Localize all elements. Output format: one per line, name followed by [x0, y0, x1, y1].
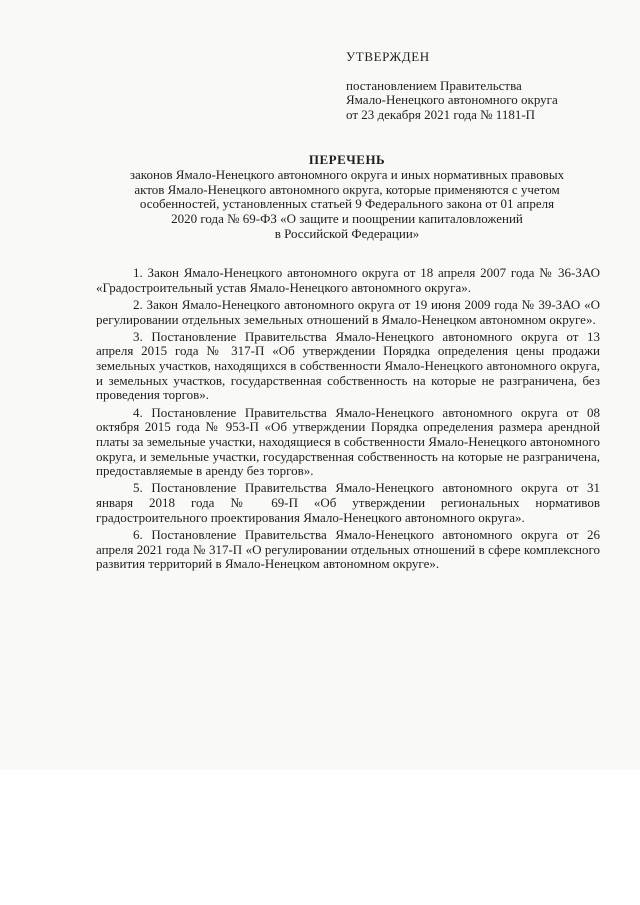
subtitle-line: законов Ямало-Ненецкого автономного округа и иных нормативных правовых — [129, 166, 565, 182]
list-item: 6. Постановление Правительства Ямало-Ненецкого автономного округа от 26 апреля 2021 года № 317-П «О регулировании отдельных отношений в сфере комплексного развития территорий в Ямало-Ненецком автономном округе». — [96, 526, 600, 572]
list-item: 2. Закон Ямало-Ненецкого автономного округа от 19 июня 2009 года № 39-ЗАО «О регулировании отдельных земельных отношений в Ямало-Ненецком автономном округе». — [96, 296, 600, 327]
subtitle-line: особенностей, установленных статьей 9 Федерального закона от 01 апреля — [139, 196, 555, 212]
approval-line: от 23 декабря 2021 года № 1181-П — [346, 106, 536, 122]
document-title-block — [100, 153, 594, 242]
approval-stamp — [346, 50, 558, 122]
subtitle-line: в Российской Федерации» — [274, 225, 420, 241]
list-item: 3. Постановление Правительства Ямало-Ненецкого автономного округа от 13 апреля 2015 года № 317-П «Об утверждении Порядка определения цены продажи земельных участков, находящихся в собственности Ямало-Ненецкого автономного округа, и земельных участков, государственная собственность на которые не разграничена, без проведения торгов». — [96, 328, 600, 403]
approval-line: Ямало-Ненецкого автономного округа — [346, 92, 558, 107]
list-item: 1. Закон Ямало-Ненецкого автономного округа от 18 апреля 2007 года № 36-ЗАО «Градостроительный устав Ямало-Ненецкого автономного округа». — [96, 265, 600, 295]
approval-heading: УТВЕРЖДЕН — [346, 49, 430, 64]
list-item: 5. Постановление Правительства Ямало-Ненецкого автономного округа от 31 января 2018 года № 69-П «Об утверждении региональных нормативов градостроительного проектирования Ямало-Ненецкого автономного округа». — [96, 480, 600, 525]
document-title: ПЕРЕЧЕНЬ — [308, 152, 386, 167]
list-item: 4. Постановление Правительства Ямало-Ненецкого автономного округа от 08 октября 2015 года № 953-П «Об утверждении Порядка определения размера арендной платы за земельные участки, находящиеся в собственности Ямало-Ненецкого автономного округа, и земельные участки, государственная собственность на которые не разграничена, предоставляемые в аренду без торгов». — [96, 404, 600, 479]
legal-acts-list — [96, 266, 600, 574]
approval-line: постановлением Правительства — [346, 77, 522, 93]
subtitle-line: актов Ямало-Ненецкого автономного округа, которые применяются с учетом — [134, 181, 560, 197]
subtitle-line: 2020 года № 69-ФЗ «О защите и поощрении капиталовложений — [171, 211, 523, 227]
